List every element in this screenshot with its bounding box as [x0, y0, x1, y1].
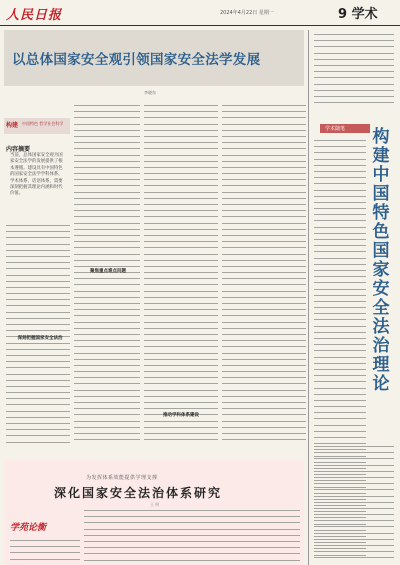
page-number: 9 学术: [338, 7, 378, 22]
summary-heading: 内容摘要: [6, 146, 31, 153]
right-column-tag-label: 学术随笔: [325, 126, 346, 132]
top-article-title[interactable]: 以总体国家安全观引领国家安全法学发展: [12, 52, 261, 68]
bottom-article-tagline: 为发挥体系效能提供学理支撑: [86, 475, 158, 481]
article-column-4: [222, 105, 306, 445]
column-divider: [308, 30, 309, 565]
section-subhead-1: 深刻把握国家安全法治: [17, 336, 63, 341]
bottom-article-title[interactable]: 深化国家安全法治体系研究: [54, 486, 223, 500]
column-tag-main: 构建: [6, 122, 19, 129]
newspaper-logo: 人民日报: [6, 8, 63, 23]
summary-text: 当前，总体国家安全观为国家安全法学的发展提供了根本遵循。建设具有中国特色的国家安全法学学科体系、学术体系、话语体系，需要深刻把握其理论内涵和时代价值。: [10, 153, 63, 197]
article-column-3: [144, 105, 218, 445]
right-bottom-text: [314, 446, 394, 564]
bottom-article-text: [84, 510, 300, 565]
issue-date: 2024年4月22日 星期一: [220, 10, 274, 16]
right-vertical-title[interactable]: 构 建 中 国 特 色 国 家 安 全 法 治 理 论: [372, 127, 390, 394]
top-article-byline: 李晓东: [144, 90, 156, 95]
bottom-article-byline: 王 明: [150, 502, 160, 507]
masthead: [0, 0, 400, 26]
column-tag-sub: 中国特色 哲学社会科学: [22, 121, 64, 126]
section-subhead-2: 聚焦重点难点问题: [90, 269, 126, 274]
article-column-2: [74, 105, 140, 445]
bottom-left-text: [10, 540, 80, 565]
right-intro-text: [314, 34, 394, 108]
forum-column-label: 学苑论衡: [10, 523, 47, 533]
section-subhead-3: 推动学科体系建设: [163, 413, 199, 418]
top-article-banner: [4, 30, 304, 86]
